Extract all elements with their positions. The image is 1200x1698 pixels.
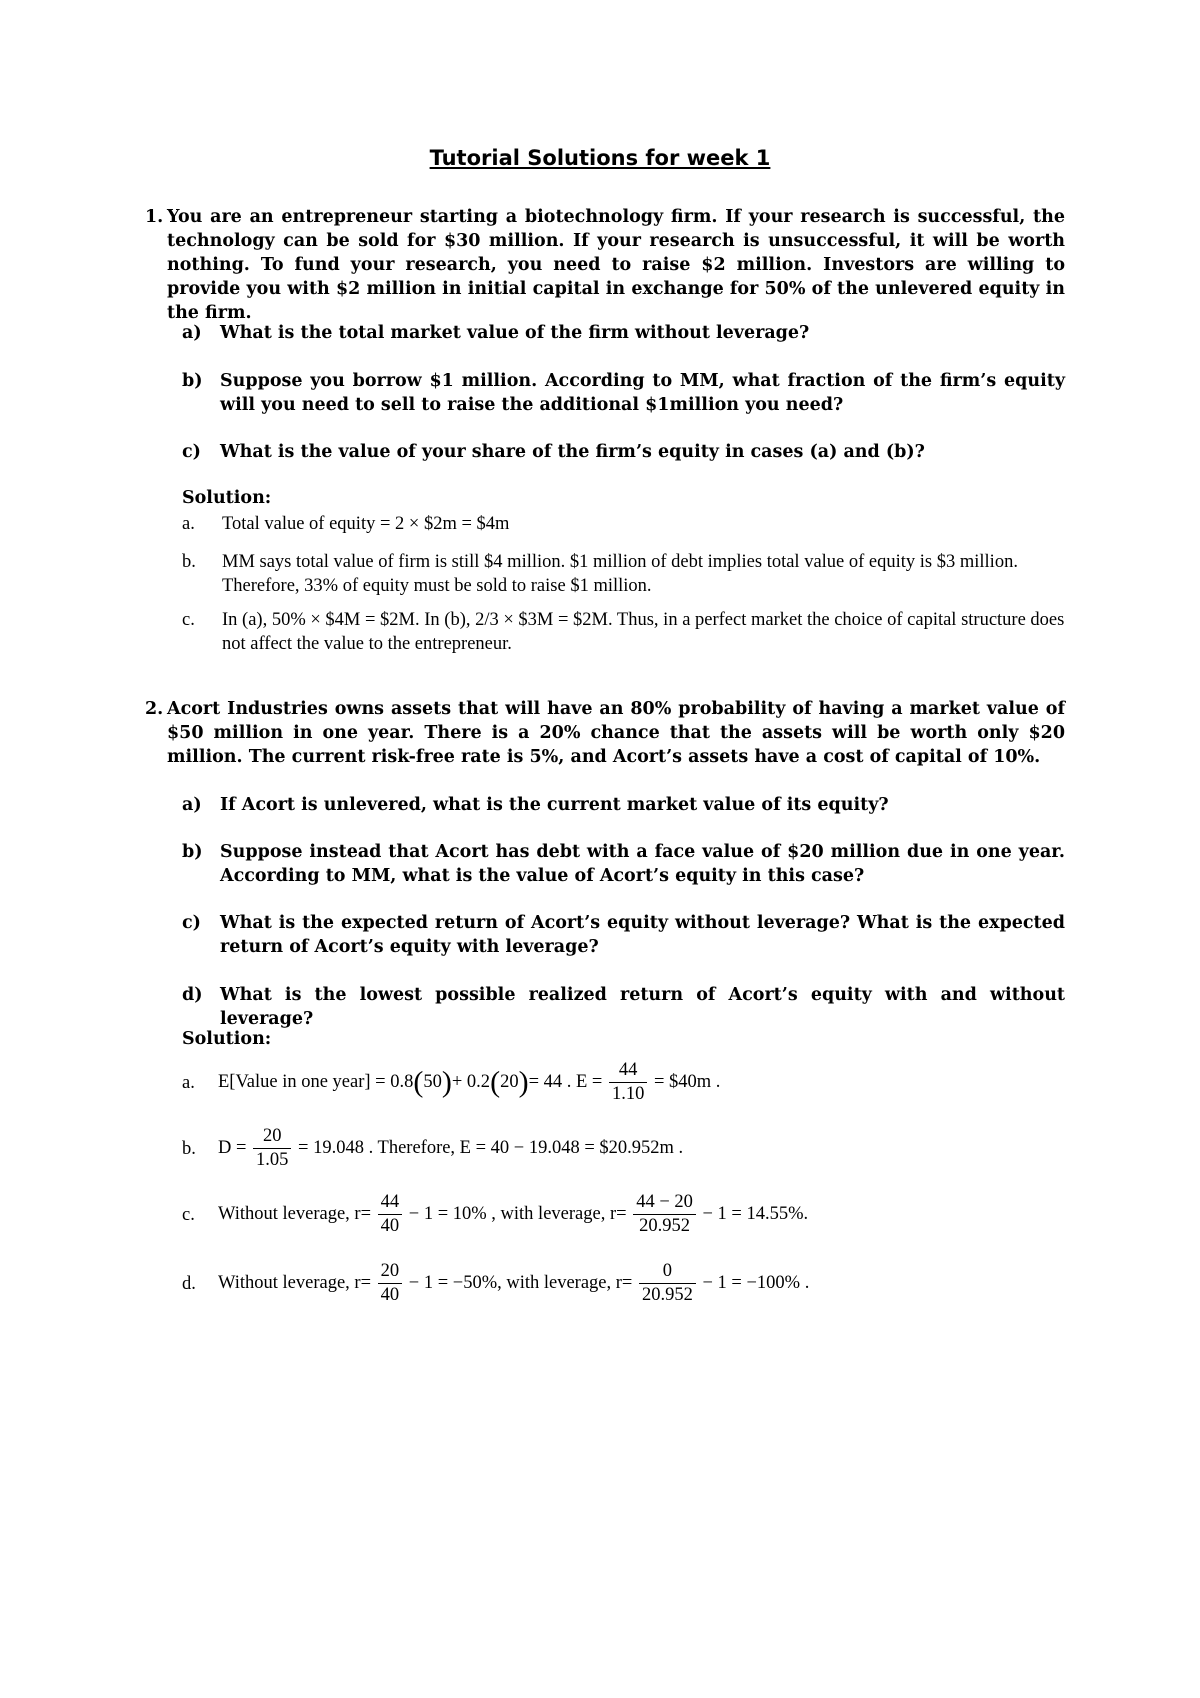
denominator: 20.952	[639, 1216, 690, 1236]
part-label: a)	[182, 323, 202, 343]
question-2-part-c	[182, 911, 1065, 959]
part-label: d)	[182, 985, 203, 1005]
formula-text: = $40m .	[653, 1072, 721, 1092]
denominator: 40	[380, 1285, 400, 1305]
answer-c-formula	[182, 1190, 1065, 1246]
fraction	[633, 1192, 696, 1237]
page-title: Tutorial Solutions for week 1	[429, 146, 771, 170]
answer-text: In (a), 50% × $4M = $2M. In (b), 2/3 × $3M = $2M. Thus, in a perfect market the choice of capital structure does not affect the value to the entrepreneur.	[222, 610, 1065, 654]
answer-c	[182, 608, 1065, 656]
paren: )	[441, 1065, 452, 1099]
part-label: c)	[182, 913, 201, 933]
formula-line	[218, 1261, 809, 1306]
formula-line	[218, 1060, 720, 1105]
question-2-part-d	[182, 983, 1065, 1031]
formula-text: D =	[218, 1138, 247, 1158]
numerator: 0	[639, 1261, 696, 1284]
part-label: b)	[182, 371, 203, 391]
numerator: 20	[253, 1126, 291, 1149]
question-1	[145, 205, 1065, 325]
question-text: Acort Industries owns assets that will have an 80% probability of having a market value of $50 million in one year. There is a 20% chance that the assets will be worth only $20 million. The current risk-free rate is 5%, and Acort’s assets have a cost of capital of 10%.	[167, 699, 1065, 767]
paren: (	[413, 1065, 424, 1099]
question-number: 1.	[145, 207, 164, 227]
answer-text: MM says total value of firm is still $4 million. $1 million of debt implies total value of equity is $3 million. Therefore, 33% of equity must be sold to raise $1 million.	[222, 552, 1018, 596]
question-2-part-b	[182, 840, 1065, 888]
denominator: 20.952	[641, 1285, 693, 1305]
numerator: 44 − 20	[633, 1192, 696, 1215]
part-text: If Acort is unlevered, what is the current market value of its equity?	[220, 795, 889, 815]
question-text: You are an entrepreneur starting a biotechnology firm. If your research is successful, the technology can be sold for $30 million. If your research is unsuccessful, it will be worth nothing. To fund your research, you need to raise $2 million. Investors are willing to provide you with $2 million in initial capital in exchange for 50% of the unlevered equity in the firm.	[167, 207, 1065, 323]
answer-label: b.	[182, 552, 196, 572]
part-text: What is the total market value of the firm without leverage?	[220, 323, 810, 343]
part-text: What is the expected return of Acort’s equity without leverage? What is the expected return of Acort’s equity with leverage?	[220, 913, 1065, 957]
fraction	[609, 1060, 647, 1105]
formula-text: − 1 = −100% .	[702, 1273, 810, 1293]
numerator: 44	[609, 1060, 647, 1083]
numerator: 20	[378, 1261, 403, 1284]
fraction	[378, 1261, 403, 1306]
answer-label: a.	[182, 514, 195, 534]
question-1-part-a	[182, 321, 1065, 345]
answer-d-formula	[182, 1259, 1065, 1315]
formula-value: 20	[500, 1072, 519, 1092]
part-text: What is the lowest possible realized return of Acort’s equity with and without leverage?	[220, 985, 1065, 1029]
answer-label: c.	[182, 1205, 195, 1225]
formula-text: E[Value in one year] = 0.8	[218, 1072, 414, 1092]
paren: )	[518, 1065, 529, 1099]
part-text: Suppose you borrow $1 million. According to MM, what fraction of the firm’s equity will you need to sell to raise the additional $1million you need?	[220, 371, 1065, 415]
answer-label: d.	[182, 1274, 196, 1294]
formula-text: Without leverage, r=	[218, 1204, 372, 1224]
formula-line	[218, 1192, 808, 1237]
part-text: What is the value of your share of the firm’s equity in cases (a) and (b)?	[220, 442, 925, 462]
question-1-part-c	[182, 440, 1065, 464]
formula-line	[218, 1126, 683, 1171]
formula-text: = 44 . E =	[528, 1072, 603, 1092]
question-1-part-b	[182, 369, 1065, 417]
part-label: b)	[182, 842, 203, 862]
fraction	[253, 1126, 291, 1171]
solution-label: Solution:	[182, 488, 272, 508]
denominator: 1.05	[256, 1150, 289, 1170]
formula-text: − 1 = 10% , with leverage, r=	[408, 1204, 627, 1224]
formula-text: Without leverage, r=	[218, 1273, 372, 1293]
answer-label: a.	[182, 1073, 195, 1093]
formula-text: = 19.048 . Therefore, E = 40 − 19.048 = $20.952m .	[298, 1138, 684, 1158]
answer-label: c.	[182, 610, 195, 630]
part-text: Suppose instead that Acort has debt with a face value of $20 million due in one year. According to MM, what is the value of Acort’s equity in this case?	[220, 842, 1065, 886]
answer-a	[182, 512, 1065, 536]
formula-value: 50	[423, 1072, 442, 1092]
solution-label: Solution:	[182, 1029, 272, 1049]
answer-b-formula	[182, 1124, 1065, 1180]
answer-b	[182, 550, 1065, 598]
formula-text: + 0.2	[451, 1072, 491, 1092]
part-label: c)	[182, 442, 201, 462]
fraction	[378, 1192, 403, 1237]
answer-label: b.	[182, 1139, 196, 1159]
formula-text: − 1 = 14.55%.	[702, 1204, 809, 1224]
denominator: 40	[380, 1216, 400, 1236]
paren: (	[490, 1065, 501, 1099]
part-label: a)	[182, 795, 202, 815]
answer-a-formula	[182, 1058, 1065, 1114]
question-number: 2.	[145, 699, 164, 719]
formula-text: − 1 = −50%, with leverage, r=	[408, 1273, 633, 1293]
answer-text: Total value of equity = 2 × $2m = $4m	[222, 514, 510, 534]
numerator: 44	[378, 1192, 403, 1215]
fraction	[639, 1261, 696, 1306]
question-2	[145, 697, 1065, 769]
denominator: 1.10	[611, 1084, 645, 1104]
question-2-part-a	[182, 793, 1065, 817]
